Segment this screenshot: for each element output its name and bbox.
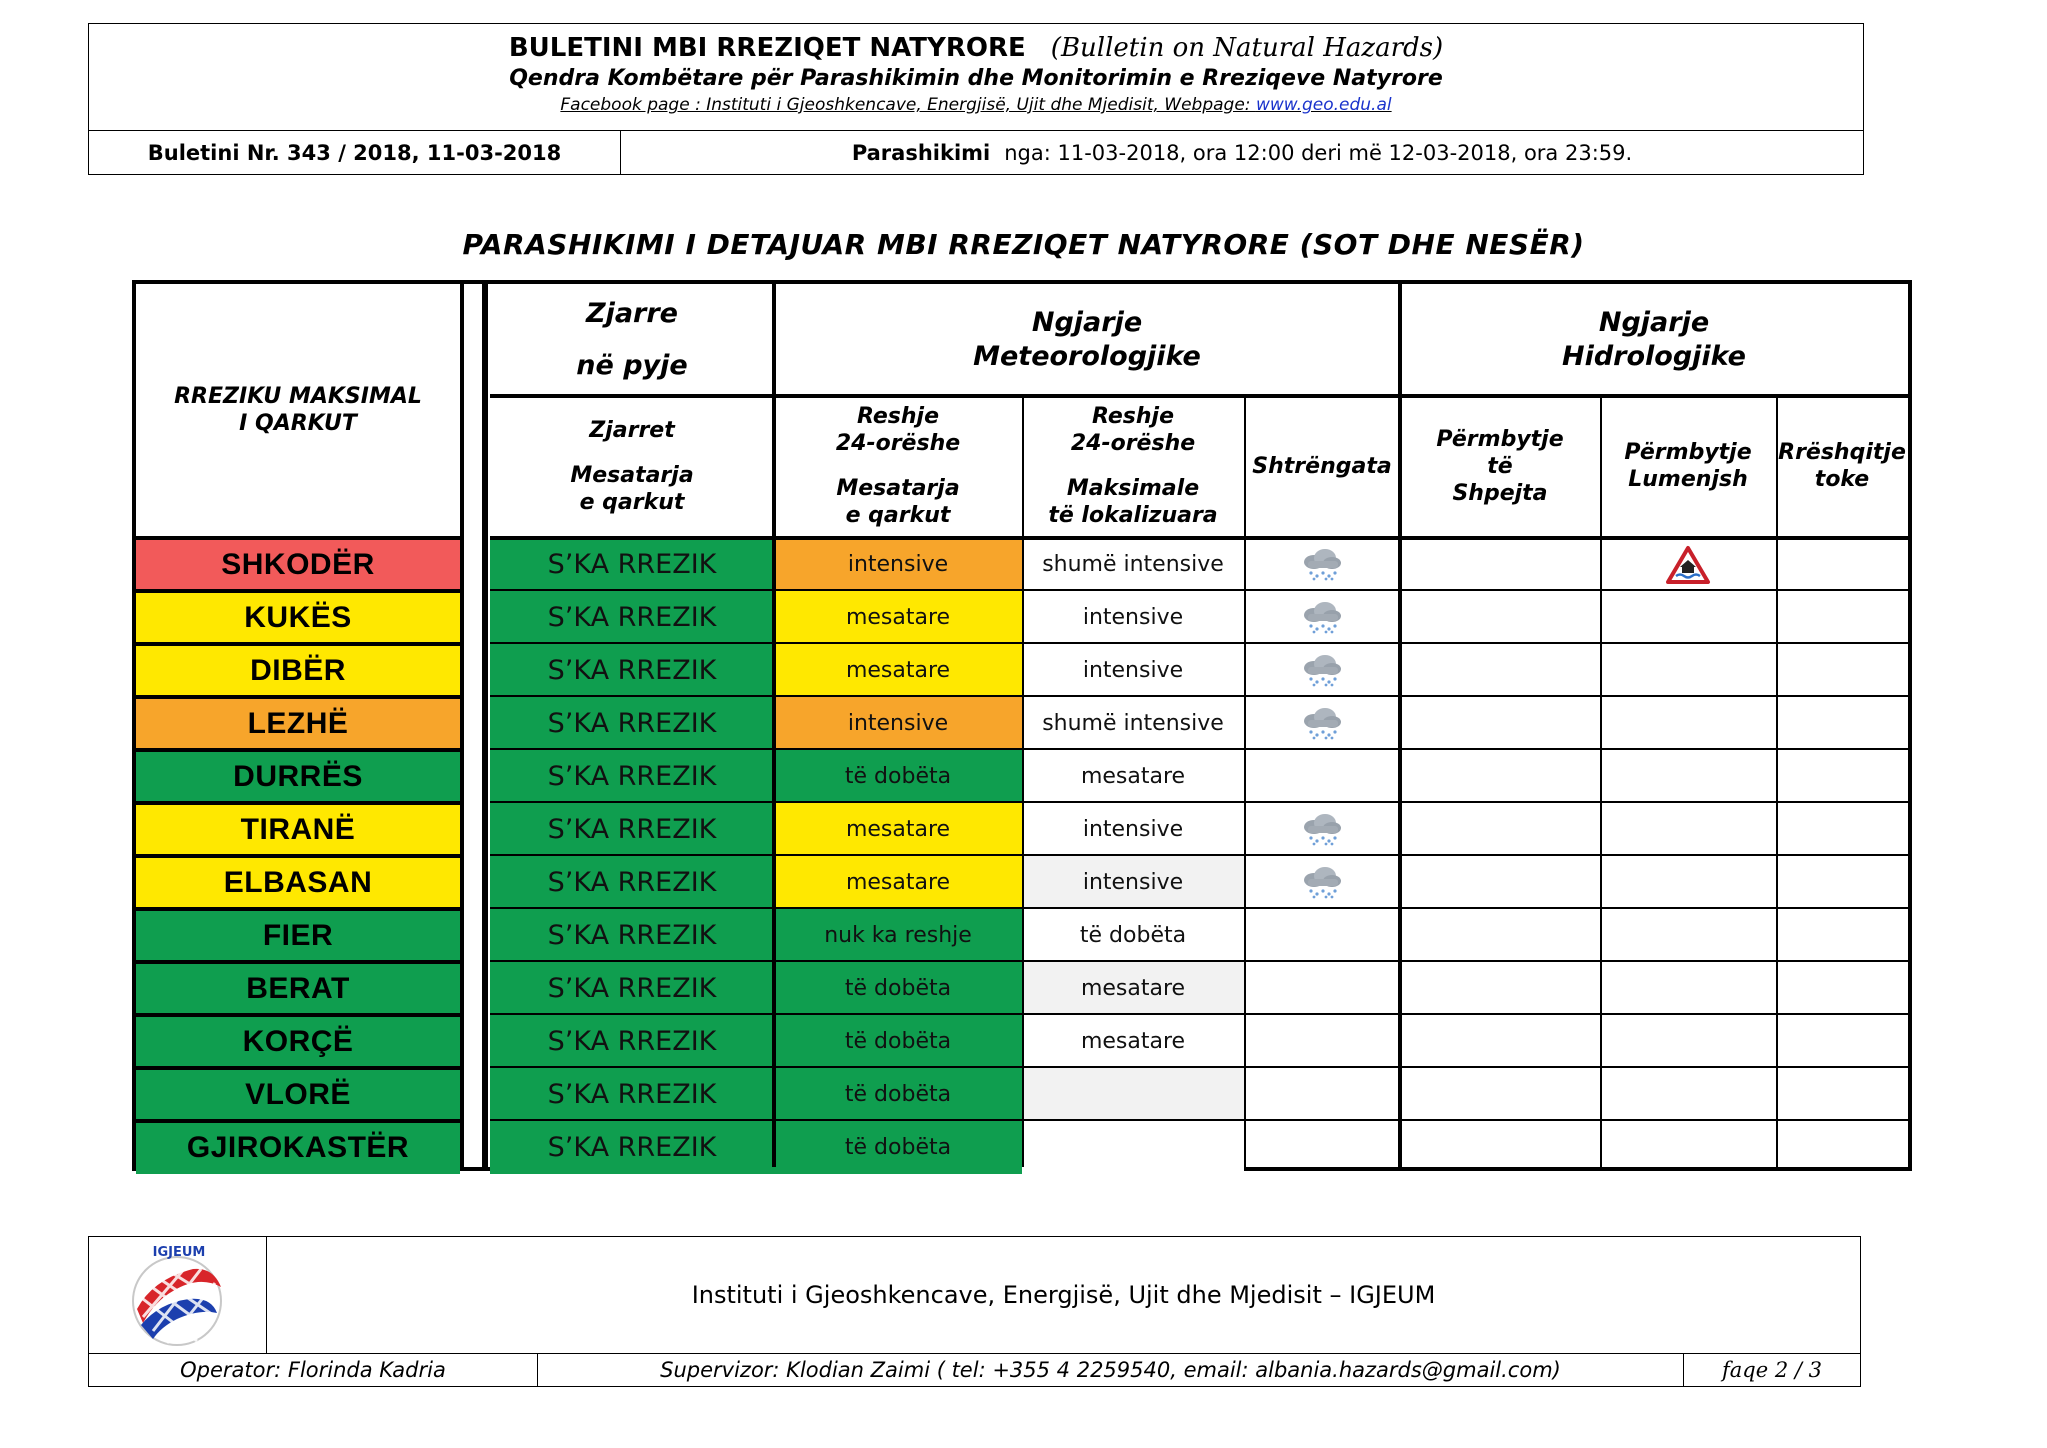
rain-max-cell — [1022, 1068, 1244, 1121]
storm-cell — [1244, 697, 1400, 750]
fire-risk-cell: S’KA RREZIK — [490, 1015, 774, 1068]
landslide-cell — [1776, 697, 1908, 750]
header-text-line: Zjarre — [586, 298, 678, 329]
rain-max-cell: mesatare — [1022, 962, 1244, 1015]
rain-max-cell: intensive — [1022, 591, 1244, 644]
river-flood-cell — [1600, 697, 1776, 750]
flood-warning-icon — [1665, 545, 1711, 585]
row-divider — [136, 536, 460, 540]
rain-max-cell — [1022, 1121, 1244, 1174]
header-info-row — [89, 131, 1863, 174]
row-divider — [490, 907, 1908, 909]
river-flood-cell — [1600, 644, 1776, 697]
row-divider — [490, 695, 1908, 697]
rain-avg-cell: intensive — [774, 697, 1022, 750]
header-text-line: Meteorologjike — [973, 341, 1201, 372]
header-text-line: Mesatarja — [570, 462, 694, 488]
rain-avg-cell: mesatare — [774, 591, 1022, 644]
page-number: faqe 2 / 3 — [1722, 1358, 1822, 1382]
bulletin-title-line — [89, 24, 1863, 64]
flash-flood-cell — [1400, 591, 1600, 644]
institute-name: Instituti i Gjeoshkencave, Energjisë, Ujit dhe Mjedisit – IGJEUM — [691, 1281, 1436, 1309]
fire-risk-cell: S’KA RREZIK — [490, 1068, 774, 1121]
row-divider — [490, 589, 1908, 591]
landslide-cell — [1776, 909, 1908, 962]
storm-cell — [1244, 1015, 1400, 1068]
row-divider — [490, 854, 1908, 856]
header-forest-fires — [490, 284, 774, 396]
header-text-line: e qarkut — [845, 503, 951, 528]
subheader-landslides — [1776, 396, 1908, 536]
header-text-line: Shpejta — [1452, 480, 1548, 506]
river-flood-cell — [1600, 803, 1776, 856]
storm-cloud-icon — [1300, 601, 1344, 635]
bulletin-title: BULETINI MBI RREZIQET NATYRORE — [508, 33, 1026, 63]
flash-flood-cell — [1400, 909, 1600, 962]
row-divider — [136, 1013, 460, 1017]
footer-bottom-row — [89, 1354, 1860, 1386]
row-divider — [490, 536, 1908, 540]
row-divider — [490, 1119, 1908, 1121]
header-text-line: toke — [1814, 467, 1870, 492]
row-divider — [490, 960, 1908, 962]
header-hydro-events — [1400, 284, 1908, 396]
column-divider — [1244, 396, 1246, 1167]
bulletin-header — [88, 23, 1864, 175]
region-cell: SHKODËR — [136, 538, 460, 591]
rain-max-cell: mesatare — [1022, 1015, 1244, 1068]
facebook-link[interactable]: Facebook page : Instituti i Gjeoshkencave, Energjisë, Ujit dhe Mjedisit, Webpage: — [560, 95, 1256, 115]
fire-risk-cell: S’KA RREZIK — [490, 962, 774, 1015]
fire-risk-cell: S’KA RREZIK — [490, 644, 774, 697]
rain-max-cell: mesatare — [1022, 750, 1244, 803]
region-cell: VLORË — [136, 1068, 460, 1121]
rain-max-cell: intensive — [1022, 803, 1244, 856]
flash-flood-cell — [1400, 1015, 1600, 1068]
river-flood-cell — [1600, 538, 1776, 591]
header-text-line: Reshje — [857, 404, 939, 429]
header-text-line: Reshje — [1092, 404, 1174, 429]
region-cell: KUKËS — [136, 591, 460, 644]
header-text-line: Ngjarje — [1598, 307, 1710, 338]
rain-avg-cell: mesatare — [774, 644, 1022, 697]
row-divider — [490, 1066, 1908, 1068]
header-text-line: Përmbytje — [1436, 426, 1564, 452]
region-cell: FIER — [136, 909, 460, 962]
landslide-cell — [1776, 750, 1908, 803]
row-divider — [136, 854, 460, 858]
row-divider — [490, 394, 1908, 398]
igjeum-logo — [113, 1239, 243, 1351]
operator-name: Operator: Florinda Kadria — [89, 1354, 538, 1386]
river-flood-cell — [1600, 909, 1776, 962]
subheader-river-floods — [1600, 396, 1776, 536]
header-text-line: Përmbytje — [1624, 440, 1752, 465]
region-cell: TIRANË — [136, 803, 460, 856]
rain-avg-cell: mesatare — [774, 856, 1022, 909]
storm-cell — [1244, 591, 1400, 644]
subheader-storms: Shtrëngata — [1252, 453, 1392, 479]
rain-avg-cell: të dobëta — [774, 1068, 1022, 1121]
region-cell: ELBASAN — [136, 856, 460, 909]
flash-flood-cell — [1400, 1068, 1600, 1121]
forecast-label: Parashikimi — [851, 140, 991, 165]
storm-cell — [1244, 909, 1400, 962]
subheader-fires-avg — [490, 396, 774, 536]
storm-cloud-icon — [1300, 813, 1344, 847]
header-text-line: Zjarret — [589, 417, 675, 443]
rain-avg-cell: intensive — [774, 538, 1022, 591]
flash-flood-cell — [1400, 856, 1600, 909]
bulletin-footer — [88, 1236, 1861, 1387]
landslide-cell — [1776, 538, 1908, 591]
header-text-line: të lokalizuara — [1048, 503, 1218, 528]
storm-cell — [1244, 1068, 1400, 1121]
storm-cell — [1244, 538, 1400, 591]
row-divider — [490, 801, 1908, 803]
column-divider — [1776, 396, 1778, 1167]
rain-avg-cell: mesatare — [774, 803, 1022, 856]
landslide-cell — [1776, 856, 1908, 909]
river-flood-cell — [1600, 856, 1776, 909]
header-text-line: 24-orëshe — [1070, 431, 1196, 456]
rain-avg-cell: të dobëta — [774, 1015, 1022, 1068]
rain-max-cell: të dobëta — [1022, 909, 1244, 962]
row-divider — [136, 907, 460, 911]
river-flood-cell — [1600, 750, 1776, 803]
header-meteo-events — [774, 284, 1400, 396]
forecast-period: nga: 11-03-2018, ora 12:00 deri më 12-03-2018, ora 23:59. — [1004, 140, 1633, 165]
region-cell: KORÇË — [136, 1015, 460, 1068]
flash-flood-cell — [1400, 644, 1600, 697]
river-flood-cell — [1600, 962, 1776, 1015]
supervisor-contact: Supervizor: Klodian Zaimi ( tel: +355 4 2259540, email: albania.hazards@gmail.com) — [538, 1354, 1684, 1386]
column-divider — [1022, 396, 1024, 1167]
landslide-cell — [1776, 803, 1908, 856]
row-divider — [136, 801, 460, 805]
row-divider — [490, 1013, 1908, 1015]
fire-risk-cell: S’KA RREZIK — [490, 591, 774, 644]
fire-risk-cell: S’KA RREZIK — [490, 856, 774, 909]
rain-avg-cell: të dobëta — [774, 1121, 1022, 1174]
river-flood-cell — [1600, 1015, 1776, 1068]
storm-cell — [1244, 962, 1400, 1015]
rain-avg-cell: të dobëta — [774, 962, 1022, 1015]
landslide-cell — [1776, 644, 1908, 697]
logo-text: IGJEUM — [152, 1245, 205, 1260]
flash-flood-cell — [1400, 538, 1600, 591]
subheader-flash-floods — [1400, 396, 1600, 536]
header-text-line: Lumenjsh — [1628, 467, 1748, 492]
header-text-line: e qarkut — [579, 489, 685, 515]
header-text-line: të — [1487, 453, 1513, 479]
flash-flood-cell — [1400, 962, 1600, 1015]
subheader-rain-max — [1022, 396, 1244, 536]
section-title: PARASHIKIMI I DETAJUAR MBI RREZIQET NATYRORE (SOT DHE NESËR) — [462, 228, 1585, 261]
region-cell: LEZHË — [136, 697, 460, 750]
storm-cloud-icon — [1300, 548, 1344, 582]
rain-avg-cell: nuk ka reshje — [774, 909, 1022, 962]
storm-cloud-icon — [1300, 707, 1344, 741]
header-text-line: RREZIKU MAKSIMAL — [174, 384, 422, 409]
column-divider — [482, 284, 488, 1167]
storm-cell — [1244, 644, 1400, 697]
row-divider — [136, 748, 460, 752]
center-name: Qendra Kombëtare për Parashikimin dhe Monitorimin e Rreziqeve Natyrore — [509, 66, 1443, 91]
header-text-line: në pyje — [576, 350, 688, 381]
rain-max-cell: shumë intensive — [1022, 697, 1244, 750]
rain-max-cell: shumë intensive — [1022, 538, 1244, 591]
bulletin-number: Buletini Nr. 343 / 2018, 11-03-2018 — [89, 131, 621, 174]
storm-cloud-icon — [1300, 654, 1344, 688]
row-divider — [136, 695, 460, 699]
landslide-cell — [1776, 1068, 1908, 1121]
header-text-line: Ngjarje — [1031, 307, 1143, 338]
landslide-cell — [1776, 962, 1908, 1015]
fire-risk-cell: S’KA RREZIK — [490, 803, 774, 856]
region-cell: DURRËS — [136, 750, 460, 803]
row-divider — [490, 642, 1908, 644]
fire-risk-cell: S’KA RREZIK — [490, 1121, 774, 1174]
header-region-risk — [136, 284, 460, 536]
logo-cell — [89, 1237, 267, 1353]
region-cell: GJIROKASTËR — [136, 1121, 460, 1174]
row-divider — [136, 1119, 460, 1123]
row-divider — [136, 1066, 460, 1070]
flash-flood-cell — [1400, 697, 1600, 750]
header-text-line: I QARKUT — [239, 411, 357, 436]
flash-flood-cell — [1400, 803, 1600, 856]
column-divider — [460, 284, 464, 1167]
header-text-line: Maksimale — [1066, 476, 1200, 501]
header-text-line: Rrëshqitje — [1778, 440, 1906, 465]
bulletin-title-en: (Bulletin on Natural Hazards) — [1050, 33, 1444, 63]
storm-cell — [1244, 750, 1400, 803]
row-divider — [136, 642, 460, 646]
flash-flood-cell — [1400, 750, 1600, 803]
flash-flood-cell — [1400, 1121, 1600, 1174]
hazard-table — [132, 280, 1912, 1171]
storm-cell — [1244, 803, 1400, 856]
region-cell: BERAT — [136, 962, 460, 1015]
column-divider — [1600, 396, 1602, 1167]
links-line — [89, 94, 1863, 116]
storm-cloud-icon — [1300, 866, 1344, 900]
fire-risk-cell: S’KA RREZIK — [490, 697, 774, 750]
landslide-cell — [1776, 1015, 1908, 1068]
row-divider — [136, 960, 460, 964]
forecast-period-box — [621, 131, 1863, 174]
rain-max-cell: intensive — [1022, 856, 1244, 909]
fire-risk-cell: S’KA RREZIK — [490, 538, 774, 591]
header-title-block — [89, 24, 1863, 131]
landslide-cell — [1776, 591, 1908, 644]
header-text-line: 24-orëshe — [835, 431, 961, 456]
header-text-line: Hidrologjike — [1562, 341, 1746, 372]
column-divider — [772, 284, 776, 1167]
row-divider — [136, 589, 460, 593]
fire-risk-cell: S’KA RREZIK — [490, 909, 774, 962]
region-cell: DIBËR — [136, 644, 460, 697]
website-link[interactable]: www.geo.edu.al — [1255, 95, 1392, 115]
river-flood-cell — [1600, 1068, 1776, 1121]
subheader-rain-avg — [774, 396, 1022, 536]
header-text-line: Mesatarja — [836, 476, 960, 501]
landslide-cell — [1776, 1121, 1908, 1174]
rain-avg-cell: të dobëta — [774, 750, 1022, 803]
river-flood-cell — [1600, 591, 1776, 644]
rain-max-cell: intensive — [1022, 644, 1244, 697]
storm-cell — [1244, 856, 1400, 909]
fire-risk-cell: S’KA RREZIK — [490, 750, 774, 803]
column-divider — [1398, 284, 1402, 1167]
row-divider — [490, 748, 1908, 750]
river-flood-cell — [1600, 1121, 1776, 1174]
footer-top-row — [89, 1237, 1860, 1354]
storm-cell — [1244, 1121, 1400, 1174]
